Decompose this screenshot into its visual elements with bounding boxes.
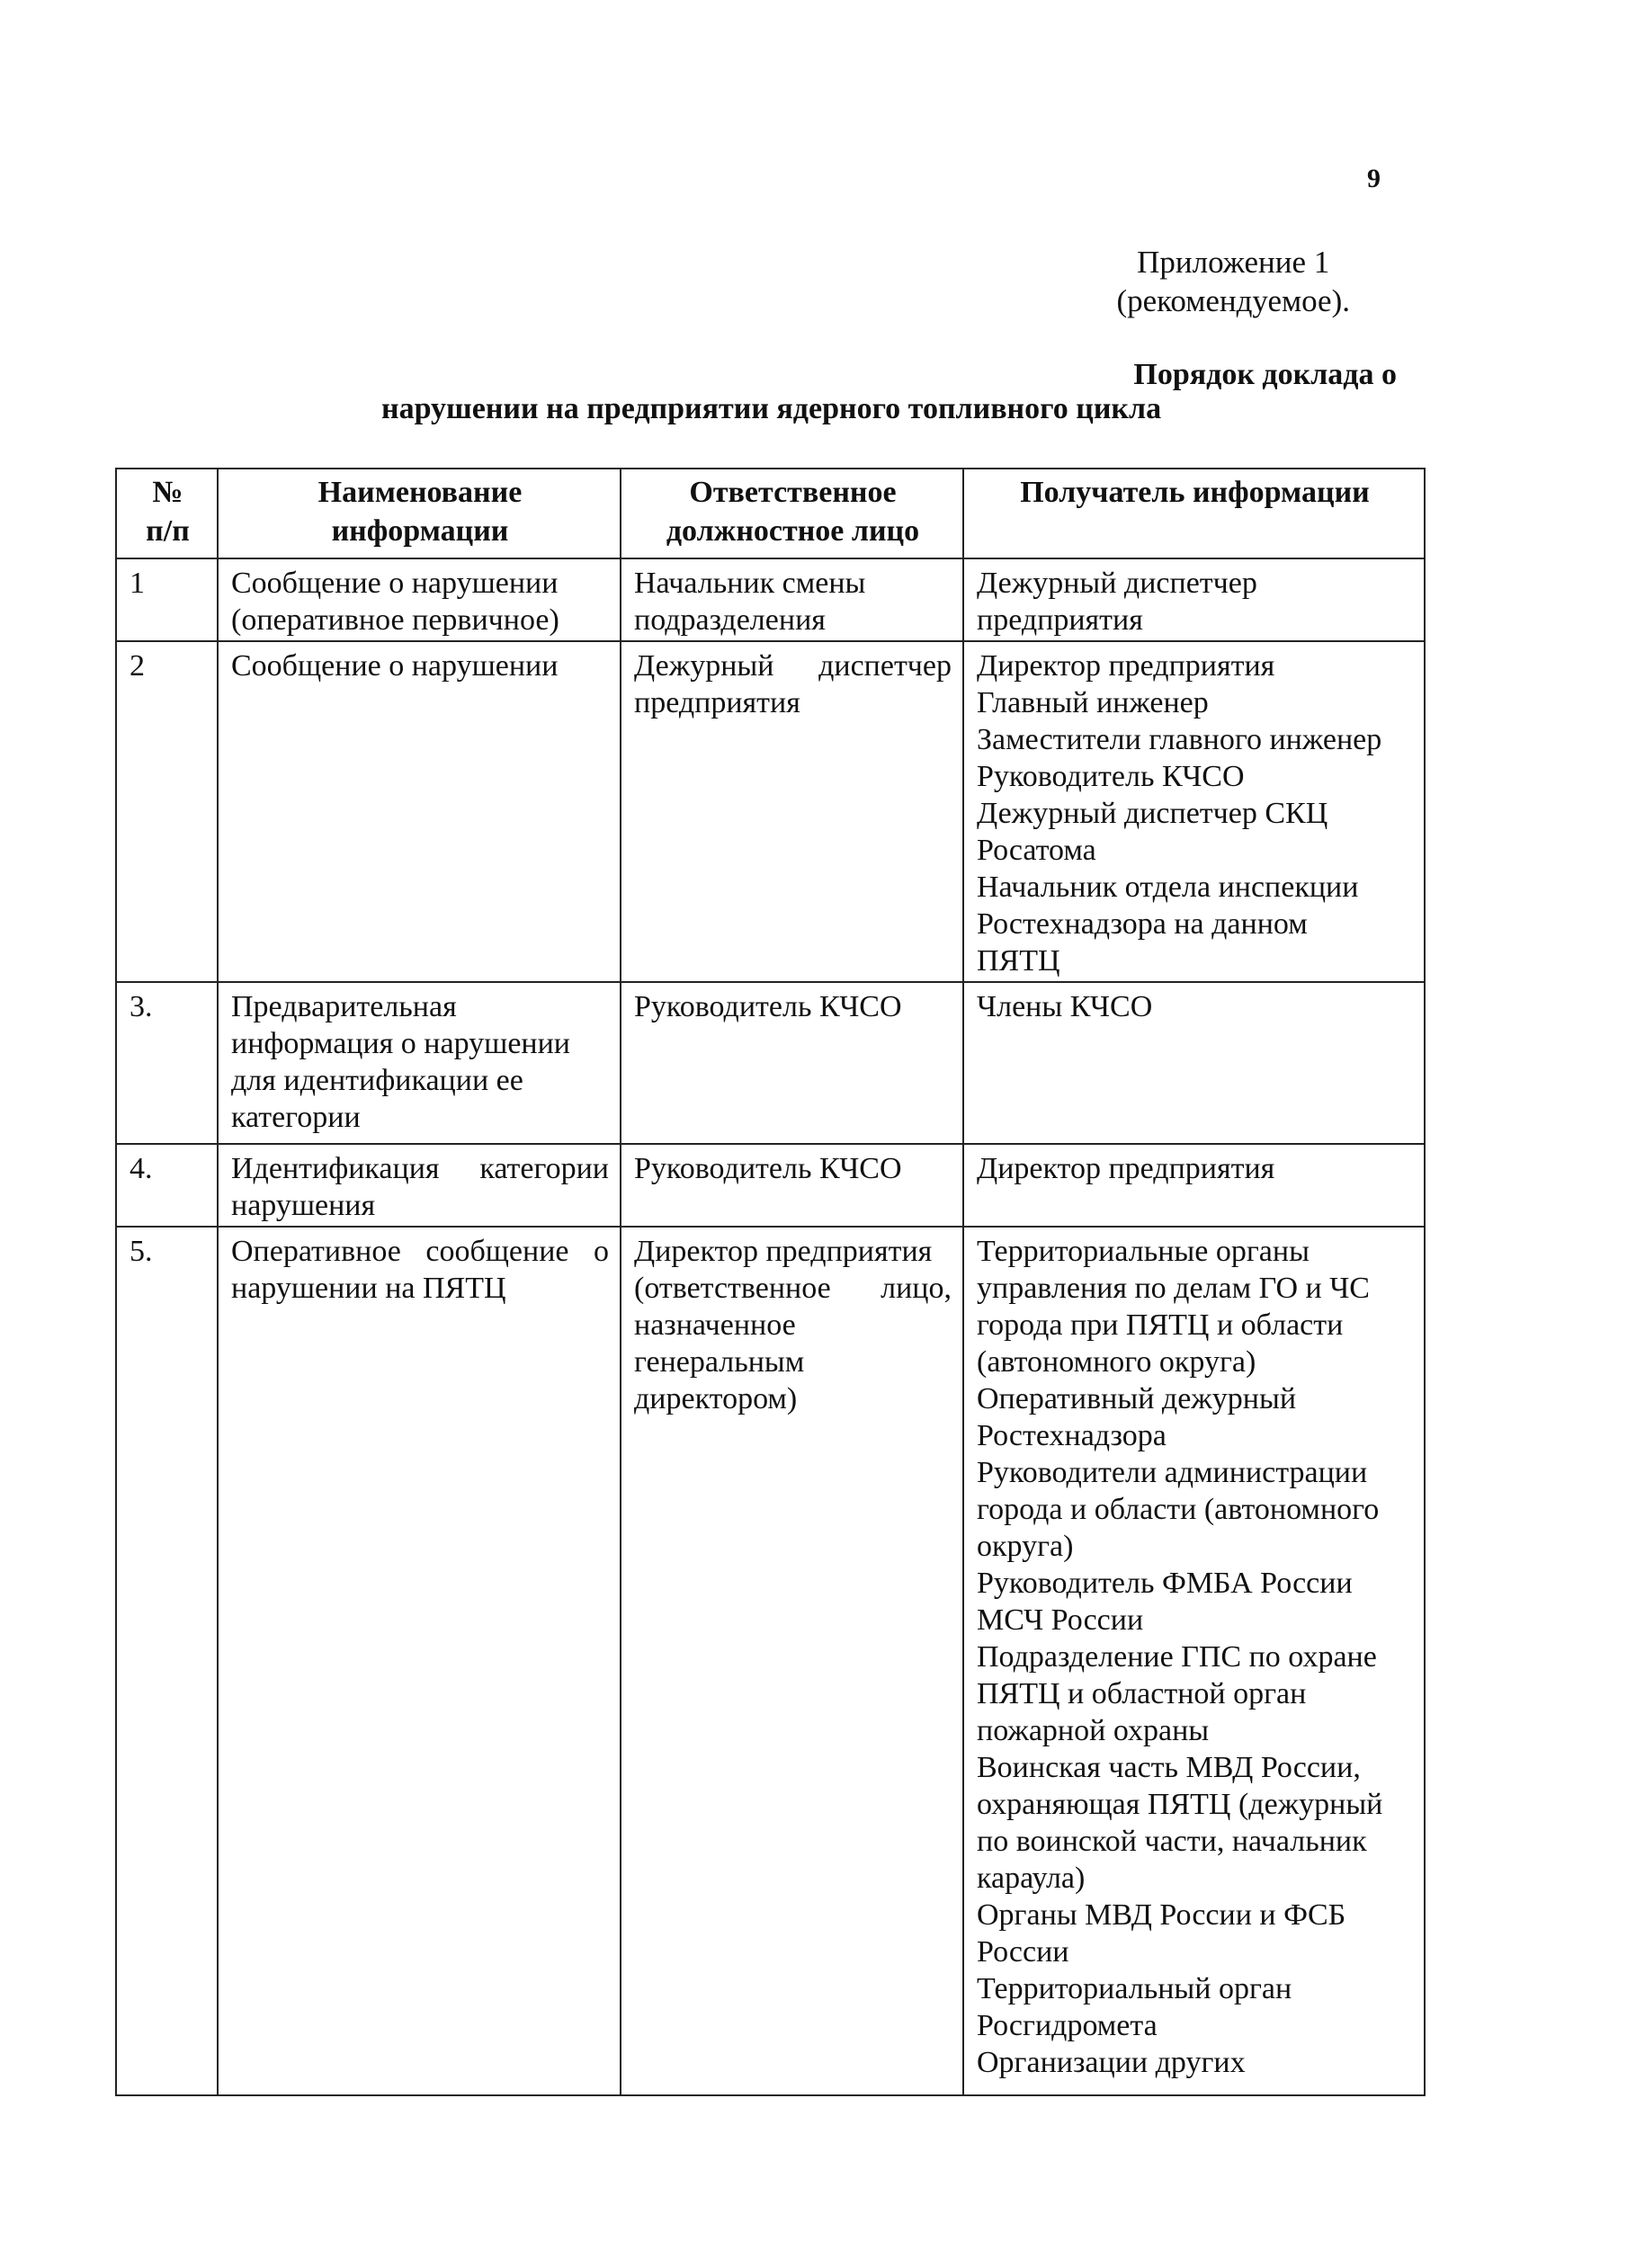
cell-line: ПЯТЦ и областной орган xyxy=(977,1677,1307,1710)
cell-line: Руководитель КЧСО xyxy=(634,1152,902,1185)
cell-line: МСЧ России xyxy=(977,1603,1144,1637)
cell-line: Предварительная xyxy=(231,990,457,1023)
cell-line: Директор предприятия xyxy=(977,1152,1275,1185)
cell-line: Руководитель КЧСО xyxy=(977,760,1245,793)
cell-line: нарушении на ПЯТЦ xyxy=(231,1272,506,1305)
cell-line: города и области (автономного xyxy=(977,1493,1380,1526)
table-row xyxy=(116,641,1425,982)
header-info-name xyxy=(218,469,621,558)
header-recipient xyxy=(963,469,1425,558)
cell-line: охраняющая ПЯТЦ (дежурный xyxy=(977,1788,1383,1821)
cell-line: Дежурный диспетчер xyxy=(977,567,1257,600)
cell-line: Росгидромета xyxy=(977,2009,1158,2042)
cell-line: Директор предприятия xyxy=(634,1235,933,1268)
header-recipient-label: Получатель информации xyxy=(1020,476,1370,509)
cell-responsible xyxy=(621,1227,963,2095)
cell-responsible xyxy=(621,1144,963,1227)
cell-recipient xyxy=(963,1144,1425,1227)
cell-info-name xyxy=(218,1227,621,2095)
cell-line: нарушения xyxy=(231,1189,376,1222)
table-row xyxy=(116,1227,1425,2095)
cell-info-name xyxy=(218,641,621,982)
cell-line: караула) xyxy=(977,1862,1086,1895)
document-title-line-1: Порядок доклада о xyxy=(1133,358,1397,391)
cell-line: предприятия xyxy=(634,686,800,719)
cell-number: 2 xyxy=(116,641,218,982)
header-number-line-2: п/п xyxy=(146,514,190,548)
cell-line: директором) xyxy=(634,1382,798,1415)
cell-line: Дежурный диспетчер СКЦ xyxy=(977,797,1328,830)
cell-number: 3. xyxy=(116,982,218,1144)
header-responsible-line-1: Ответственное xyxy=(689,476,897,509)
cell-line: подразделения xyxy=(634,603,826,637)
cell-line: Подразделение ГПС по охране xyxy=(977,1640,1377,1674)
table-row xyxy=(116,982,1425,1144)
cell-line: России xyxy=(977,1935,1069,1969)
cell-recipient xyxy=(963,641,1425,982)
cell-line: Росатома xyxy=(977,834,1096,867)
cell-line: категории xyxy=(231,1101,361,1134)
cell-line: Начальник смены xyxy=(634,567,866,600)
table-row xyxy=(116,1144,1425,1227)
header-responsible-line-2: должностное лицо xyxy=(666,514,920,548)
cell-line: Директор предприятия xyxy=(977,649,1275,683)
cell-line: предприятия xyxy=(977,603,1143,637)
cell-recipient xyxy=(963,558,1425,641)
cell-line: Организации других xyxy=(977,2046,1246,2079)
cell-number: 4. xyxy=(116,1144,218,1227)
cell-line: Оперативное сообщение о xyxy=(231,1235,609,1268)
cell-line: ПЯТЦ xyxy=(977,944,1060,978)
cell-responsible xyxy=(621,558,963,641)
cell-line: города при ПЯТЦ и области xyxy=(977,1308,1344,1342)
cell-number: 5. xyxy=(116,1227,218,2095)
cell-line: по воинской части, начальник xyxy=(977,1825,1367,1858)
appendix-line-2: (рекомендуемое). xyxy=(1116,283,1350,318)
page-number: 9 xyxy=(1367,164,1381,193)
header-info-name-line-1: Наименование xyxy=(317,476,523,509)
header-number xyxy=(116,469,218,558)
cell-line: Территориальный орган xyxy=(977,1972,1292,2005)
report-order-table xyxy=(115,468,1426,2096)
appendix-line-1: Приложение 1 xyxy=(1137,245,1330,280)
cell-line: Руководитель КЧСО xyxy=(634,990,902,1023)
cell-line: информация о нарушении xyxy=(231,1027,571,1060)
cell-line: назначенное xyxy=(634,1308,796,1342)
cell-line: Ростехнадзора на данном xyxy=(977,907,1308,941)
cell-info-name xyxy=(218,558,621,641)
cell-line: для идентификации ее xyxy=(231,1064,523,1097)
cell-line: округа) xyxy=(977,1530,1074,1563)
cell-line: (автономного округа) xyxy=(977,1345,1256,1379)
cell-responsible xyxy=(621,982,963,1144)
document-title-line-2: нарушении на предприятии ядерного топливного цикла xyxy=(381,392,1162,425)
cell-line: Оперативный дежурный xyxy=(977,1382,1297,1415)
cell-line: Заместители главного инженер xyxy=(977,723,1382,756)
appendix-label xyxy=(1116,243,1350,320)
cell-line: (оперативное первичное) xyxy=(231,603,559,637)
cell-line: (ответственное лицо, xyxy=(634,1272,952,1305)
cell-line: Сообщение о нарушении xyxy=(231,649,559,683)
cell-line: Руководители администрации xyxy=(977,1456,1368,1489)
cell-line: Главный инженер xyxy=(977,686,1209,719)
cell-line: Территориальные органы xyxy=(977,1235,1310,1268)
header-responsible xyxy=(621,469,963,558)
table-header-row xyxy=(116,469,1425,558)
cell-line: Дежурный диспетчер xyxy=(634,649,952,683)
cell-line: управления по делам ГО и ЧС xyxy=(977,1272,1370,1305)
header-number-line-1: № xyxy=(152,476,183,509)
cell-responsible xyxy=(621,641,963,982)
cell-line: Начальник отдела инспекции xyxy=(977,871,1359,904)
cell-line: пожарной охраны xyxy=(977,1714,1210,1747)
cell-number: 1 xyxy=(116,558,218,641)
cell-line: Ростехнадзора xyxy=(977,1419,1167,1452)
cell-line: генеральным xyxy=(634,1345,805,1379)
cell-line: Воинская часть МВД России, xyxy=(977,1751,1361,1784)
cell-info-name xyxy=(218,982,621,1144)
cell-line: Члены КЧСО xyxy=(977,990,1153,1023)
table-row xyxy=(116,558,1425,641)
cell-line: Идентификация категории xyxy=(231,1152,609,1185)
cell-line: Органы МВД России и ФСБ xyxy=(977,1898,1346,1932)
cell-info-name xyxy=(218,1144,621,1227)
header-info-name-line-2: информации xyxy=(331,514,509,548)
cell-line: Сообщение о нарушении xyxy=(231,567,559,600)
cell-line: Руководитель ФМБА России xyxy=(977,1567,1353,1600)
cell-recipient xyxy=(963,982,1425,1144)
cell-recipient xyxy=(963,1227,1425,2095)
